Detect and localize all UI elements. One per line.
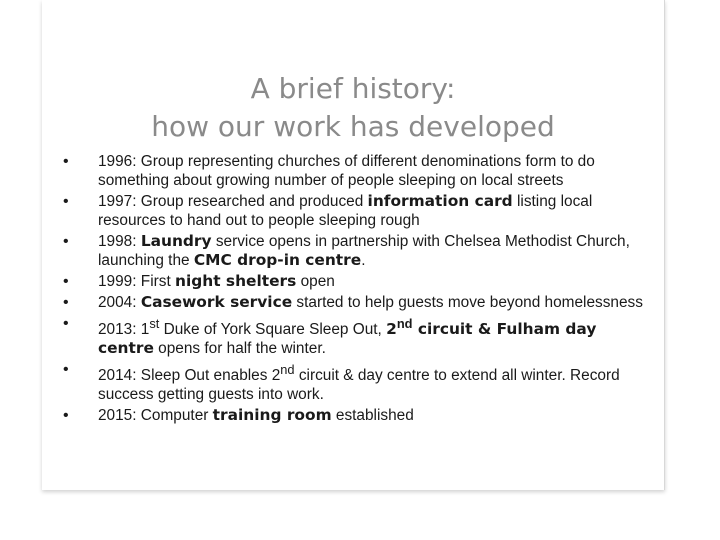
list-item-2013: • 2013: 1st Duke of York Square Sleep Out, 2nd circuit & Fulham day centre opens for half the winter.: [58, 314, 648, 358]
list-item-2004: • 2004: Casework service started to help guests move beyond homelessness: [58, 293, 648, 312]
slide-title: [42, 70, 664, 146]
list-item-2015: • 2015: Computer training room established: [58, 406, 648, 425]
list-item-1998: • 1998: Laundry service opens in partnership with Chelsea Methodist Church, launching the CMC drop-in centre.: [58, 232, 648, 270]
list-item-1996: • 1996: Group representing churches of different denominations form to do something about growing number of people sleeping on local streets: [58, 152, 648, 190]
list-item-1997: • 1997: Group researched and produced information card listing local resources to hand out to people sleeping rough: [58, 192, 648, 230]
slide: [42, 0, 665, 490]
list-item-1999: • 1999: First night shelters open: [58, 272, 648, 291]
list-item-2014: • 2014: Sleep Out enables 2nd circuit & day centre to extend all winter. Record success getting guests into work.: [58, 360, 648, 404]
title-line-2: how our work has developed: [151, 110, 555, 143]
title-line-1: A brief history:: [250, 72, 456, 105]
history-list: [58, 152, 648, 427]
